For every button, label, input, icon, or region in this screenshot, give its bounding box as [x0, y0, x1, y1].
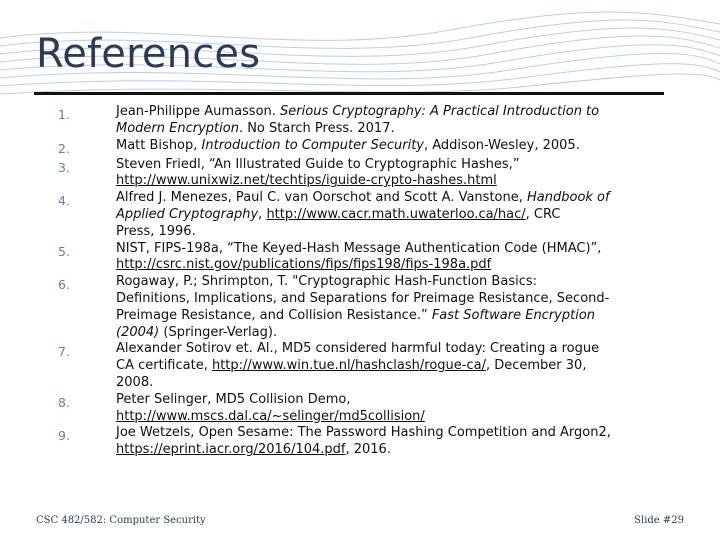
- reference-link[interactable]: http://www.win.tue.nl/hashclash/rogue-ca/: [211, 358, 486, 374]
- reference-link[interactable]: http://csrc.nist.gov/publications/fips/fips198/fips-198a.pdf: [116, 257, 492, 273]
- reference-line: [116, 190, 678, 207]
- reference-line: [116, 157, 678, 174]
- reference-italic-text: Introduction to Computer Security: [201, 137, 424, 153]
- reference-line: [116, 341, 678, 358]
- reference-text: [116, 274, 678, 341]
- reference-text-segment: , CRC: [525, 206, 561, 222]
- reference-link[interactable]: https://eprint.iacr.org/2016/104.pdf: [116, 442, 346, 458]
- reference-text-segment: Alexander Sotirov et. Al., MD5 considered harmful today: Creating a rogue: [116, 341, 600, 357]
- reference-italic-text: Applied Cryptography: [116, 206, 259, 222]
- reference-item: [58, 341, 678, 391]
- reference-number: 8.: [58, 394, 70, 410]
- reference-line: [116, 257, 678, 274]
- reference-text-segment: , December 30,: [485, 358, 587, 374]
- reference-text: [116, 425, 678, 459]
- reference-line: [116, 291, 678, 308]
- reference-number: 1.: [58, 107, 70, 122]
- reference-text: [116, 190, 678, 240]
- footer-course: CSC 482/582: Computer Security: [36, 515, 206, 526]
- reference-text-segment: ,: [258, 206, 267, 222]
- reference-text-segment: Steven Friedl, “An Illustrated Guide to Cryptographic Hashes,”: [116, 156, 520, 172]
- reference-text-segment: NIST, FIPS-198a, “The Keyed-Hash Message Authentication Code (HMAC)”,: [116, 240, 602, 256]
- reference-line: [116, 442, 678, 459]
- reference-text-segment: , 2016.: [345, 442, 391, 458]
- reference-number: 2.: [58, 140, 70, 156]
- reference-line: [116, 358, 678, 375]
- reference-line: [116, 308, 678, 325]
- reference-item: [58, 190, 678, 240]
- reference-text-segment: Matt Bishop,: [116, 137, 202, 153]
- footer-slide-number: Slide #29: [634, 515, 684, 526]
- reference-line: [116, 104, 678, 121]
- reference-text-segment: (Springer-Verlag).: [159, 324, 278, 340]
- reference-text-segment: , Addison-Wesley, 2005.: [424, 137, 580, 153]
- reference-link[interactable]: http://www.unixwiz.net/techtips/iguide-crypto-hashes.html: [116, 173, 497, 189]
- reference-italic-text: Handbook of: [527, 190, 610, 206]
- reference-italic-text: Modern Encryption: [116, 120, 239, 136]
- reference-line: [116, 224, 678, 241]
- reference-text: [116, 392, 678, 426]
- reference-text: [116, 104, 678, 138]
- reference-item: [58, 425, 678, 459]
- reference-number: 6.: [58, 277, 70, 293]
- reference-text-segment: Press, 1996.: [116, 223, 196, 239]
- reference-italic-text: Fast Software Encryption: [431, 307, 596, 323]
- reference-item: [58, 138, 678, 157]
- reference-link[interactable]: http://www.mscs.dal.ca/~selinger/md5collision/: [116, 408, 425, 424]
- reference-line: [116, 173, 678, 190]
- reference-line: [116, 392, 678, 409]
- reference-text-segment: CA certificate,: [116, 358, 212, 374]
- reference-link[interactable]: http://www.cacr.math.uwaterloo.ca/hac/: [266, 206, 526, 222]
- reference-line: [116, 325, 678, 342]
- reference-text: [116, 241, 678, 275]
- reference-text: [116, 138, 678, 157]
- reference-item: [58, 104, 678, 138]
- reference-line: [116, 375, 678, 392]
- reference-text-segment: Jean-Philippe Aumasson.: [116, 104, 281, 119]
- reference-text-segment: Definitions, Implications, and Separations for Preimage Resistance, Second-: [116, 290, 610, 306]
- reference-number: 3.: [58, 159, 70, 175]
- reference-text-segment: Peter Selinger, MD5 Collision Demo,: [116, 391, 351, 407]
- title-underline: [34, 92, 664, 95]
- reference-number: 9.: [58, 428, 70, 444]
- reference-text: [116, 341, 678, 391]
- reference-line: [116, 274, 678, 291]
- reference-number: 4.: [58, 193, 70, 209]
- reference-number: 5.: [58, 243, 70, 259]
- page-title: References: [36, 31, 261, 77]
- reference-number: 7.: [58, 344, 70, 360]
- reference-text-segment: 2008.: [116, 374, 154, 390]
- reference-line: [116, 121, 678, 138]
- reference-text-segment: Alfred J. Menezes, Paul C. van Oorschot and Scott A. Vanstone,: [116, 190, 527, 206]
- reference-text-segment: Joe Wetzels, Open Sesame: The Password Hashing Competition and Argon2,: [116, 425, 611, 441]
- reference-text: [116, 157, 678, 191]
- reference-item: [58, 392, 678, 426]
- reference-text-segment: Preimage Resistance, and Collision Resistance.”: [116, 307, 432, 323]
- reference-line: [116, 409, 678, 426]
- reference-line: [116, 425, 678, 442]
- reference-line: [116, 207, 678, 224]
- reference-line: [116, 241, 678, 258]
- reference-text-segment: . No Starch Press. 2017.: [238, 120, 395, 136]
- reference-item: [58, 274, 678, 341]
- reference-line: [116, 138, 678, 155]
- reference-item: [58, 157, 678, 191]
- reference-italic-text: Serious Cryptography: A Practical Introduction to: [280, 104, 600, 119]
- reference-text-segment: Rogaway, P.; Shrimpton, T. "Cryptographic Hash-Function Basics:: [116, 274, 538, 290]
- reference-item: [58, 241, 678, 275]
- reference-italic-text: (2004): [116, 324, 160, 340]
- reference-list: [58, 104, 678, 459]
